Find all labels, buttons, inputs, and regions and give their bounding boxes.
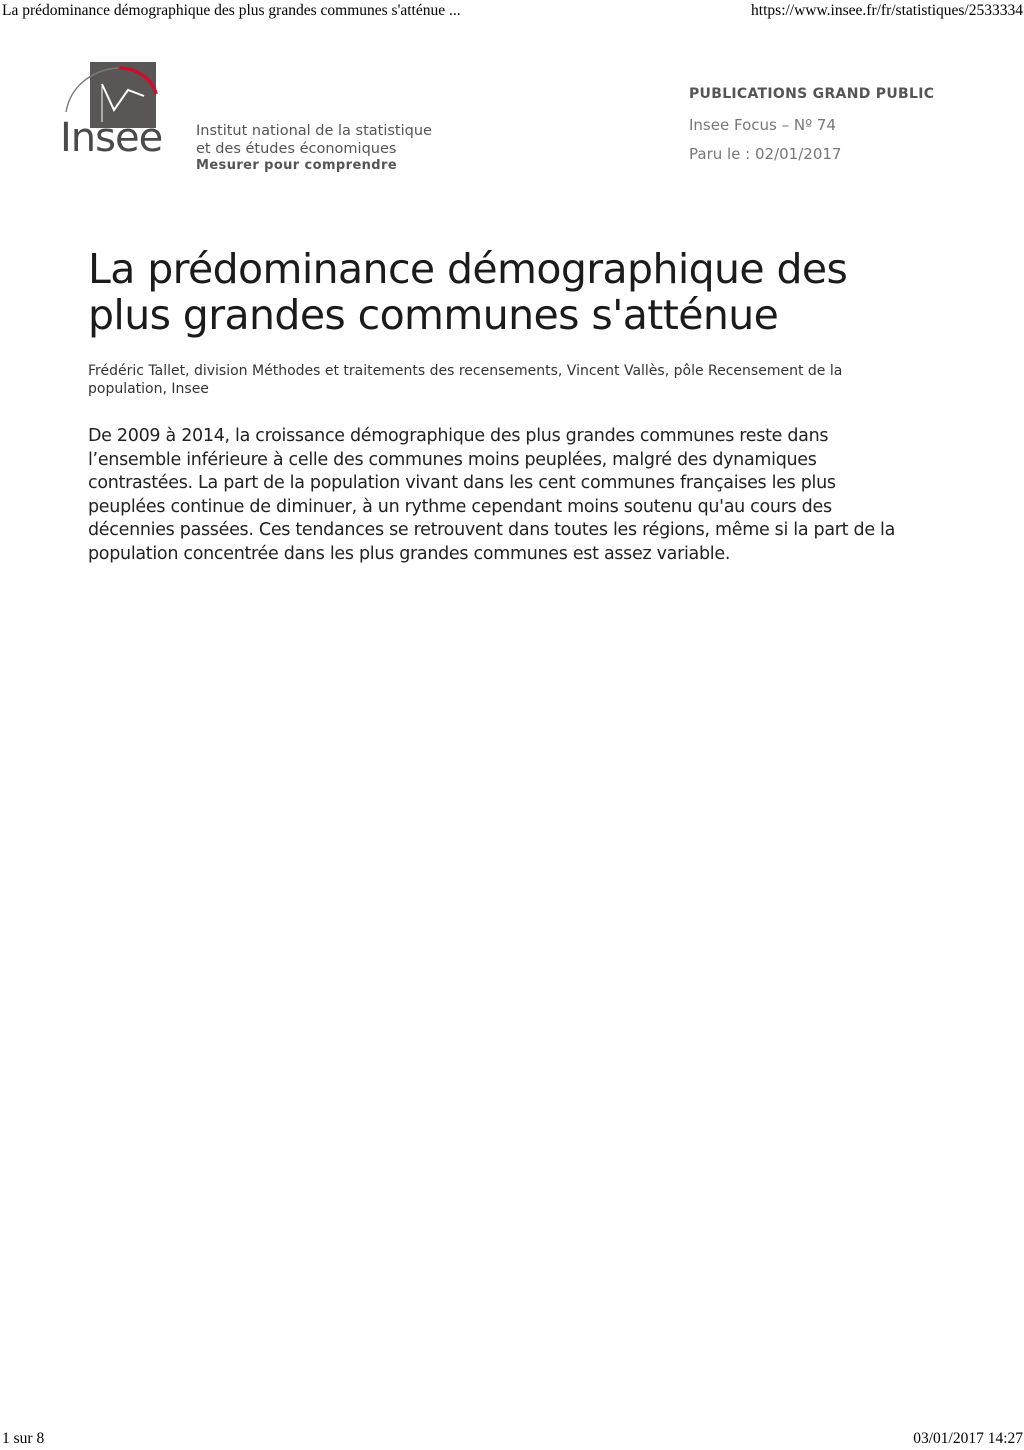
publication-meta bbox=[689, 86, 934, 163]
publication-series: Insee Focus – Nº 74 bbox=[689, 116, 836, 134]
article bbox=[88, 246, 896, 566]
print-header-url[interactable]: https://www.insee.fr/fr/statistiques/2533334 bbox=[751, 2, 1023, 19]
publication-date: Paru le : 02/01/2017 bbox=[689, 145, 842, 163]
article-authors: Frédéric Tallet, division Méthodes et traitements des recensements, Vincent Vallès, pôle Recensement de la population, Insee bbox=[88, 363, 843, 397]
insee-tagline bbox=[196, 122, 432, 173]
publication-category: PUBLICATIONS GRAND PUBLIC bbox=[689, 86, 935, 102]
article-title: La prédominance démographique des plus grandes communes s'atténue bbox=[88, 245, 848, 339]
tagline-line-2: et des études économiques bbox=[196, 141, 397, 157]
insee-wordmark: Insee bbox=[60, 115, 163, 161]
tagline-line-1: Institut national de la statistique bbox=[196, 123, 432, 139]
tagline-line-3: Mesurer pour comprendre bbox=[196, 158, 398, 173]
print-footer-datetime: 03/01/2017 14:27 bbox=[913, 1430, 1023, 1447]
print-footer-page: 1 sur 8 bbox=[2, 1430, 45, 1447]
article-lead: De 2009 à 2014, la croissance démographique des plus grandes communes reste dans l’ensemble inférieure à celle des communes moins peuplées, malgré des dynamiques contrastées. La part de la population vivant dans les cent communes françaises les plus peuplées continue de diminuer, à un rythme cependant moins soutenu qu'au cours des décennies passées. Ces tendances se retrouvent dans toutes les régions, même si la part de la population concentrée dans les plus grandes communes est assez variable. bbox=[88, 426, 896, 564]
print-header-title: La prédominance démographique des plus grandes communes s'atténue ... bbox=[2, 2, 461, 19]
